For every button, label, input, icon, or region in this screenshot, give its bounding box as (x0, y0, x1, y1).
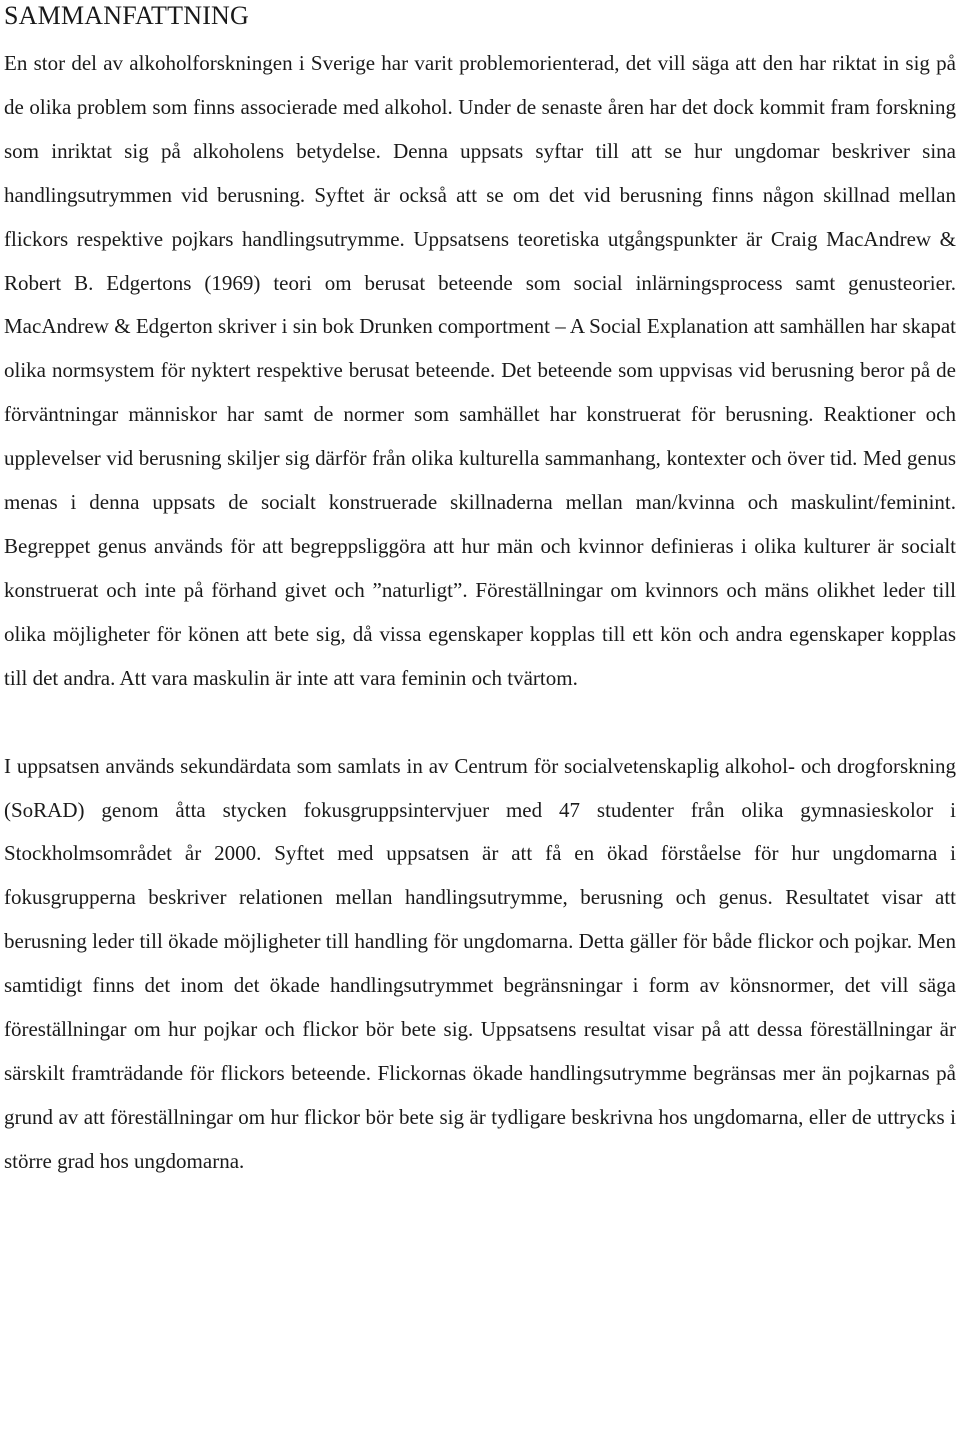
summary-paragraph-2: I uppsatsen används sekundärdata som samlats in av Centrum för socialvetenskaplig alkohol- och drogforskning (SoRAD) genom åtta stycken fokusgruppsintervjuer med 47 studenter från olika gymnasieskolor i Stockholmsområdet år 2000. Syftet med uppsatsen är att få en ökad förståelse för hur ungdomarna i fokusgrupperna beskriver relationen mellan handlingsutrymme, berusning och genus. Resultatet visar att berusning leder till ökade möjligheter till handling för ungdomarna. Detta gäller för både flickor och pojkar. Men samtidigt finns det inom det ökade handlingsutrymmet begränsningar i form av könsnormer, det vill säga föreställningar om hur pojkar och flickor bör bete sig. Uppsatsens resultat visar på att dessa föreställningar är särskilt framträdande för flickors beteende. Flickornas ökade handlingsutrymme begränsas mer än pojkarnas på grund av att föreställningar om hur flickor bör bete sig är tydligare beskrivna hos ungdomarna, eller de uttrycks i större grad hos ungdomarna. (4, 753, 956, 1173)
summary-paragraph-1: En stor del av alkoholforskningen i Sverige har varit problemorienterad, det vill säga att den har riktat in sig på de olika problem som finns associerade med alkohol. Under de senaste åren har det dock kommit fram forskning som inriktat sig på alkoholens betydelse. Denna uppsats syftar till att se hur ungdomar beskriver sina handlingsutrymmen vid berusning. Syftet är också att se om det vid berusning finns någon skillnad mellan flickors respektive pojkars handlingsutrymme. Uppsatsens teoretiska utgångspunkter är Craig MacAndrew & Robert B. Edgertons (1969) teori om berusat beteende som social inlärningsprocess samt genusteorier. MacAndrew & Edgerton skriver i sin bok Drunken comportment – A Social Explanation att samhällen har skapat olika normsystem för nyktert respektive berusat beteende. Det beteende som uppvisas vid berusning beror på de förväntningar människor har samt de normer som samhället har konstruerat för berusning. Reaktioner och upplevelser vid berusning skiljer sig därför från olika kulturella sammanhang, kontexter och över tid. Med genus menas i denna uppsats de socialt konstruerade skillnaderna mellan man/kvinna och maskulint/feminint. Begreppet genus används för att begreppsliggöra att hur män och kvinnor definieras i olika kulturer är socialt konstruerat och inte på förhand givet och ”naturligt”. Föreställningar om kvinnors och mäns olikhet leder till olika möjligheter för könen att bete sig, då vissa egenskaper kopplas till ett kön och andra egenskaper kopplas till det andra. Att vara maskulin är inte att vara feminin och tvärtom. (4, 51, 956, 690)
section-heading: SAMMANFATTNING (4, 1, 250, 30)
document-page (4, 0, 956, 1184)
